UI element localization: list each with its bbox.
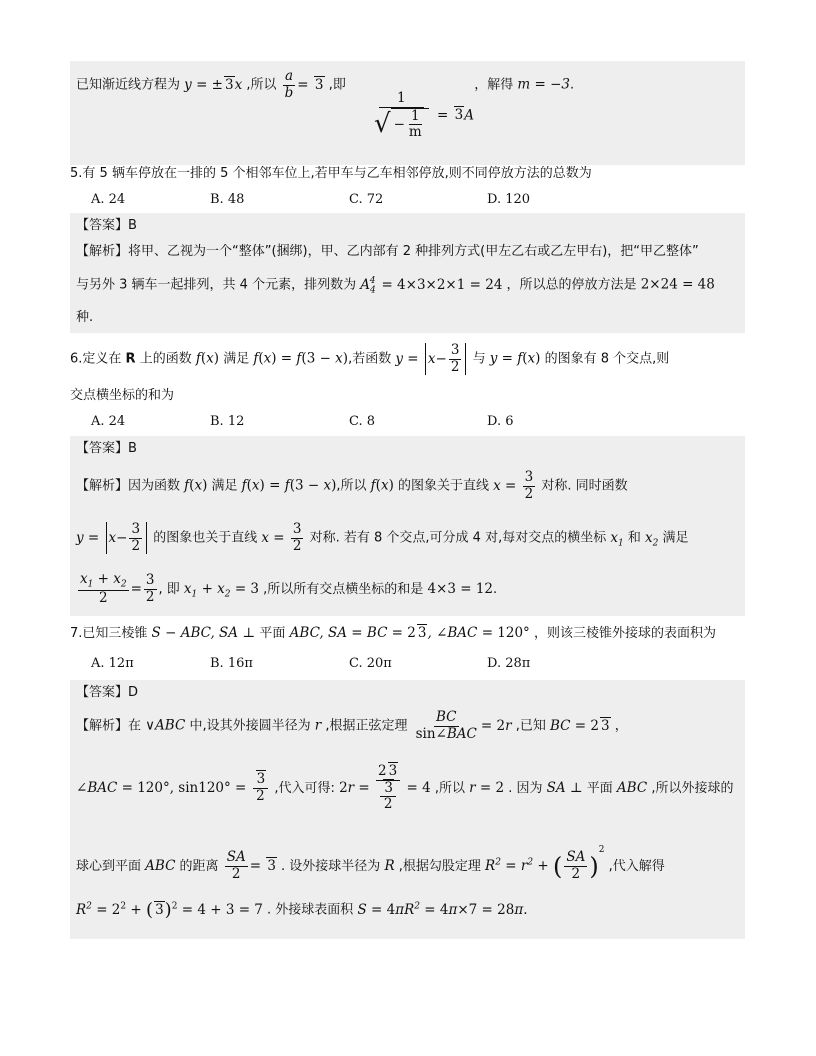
real-set-symbol: R — [125, 351, 136, 367]
q7-analysis-line4: $R^2 = 2^2$ + ( 3)$^2$ = 4 + 3 = 7 . 外接球表面积 $S = 4\pi R^2 = 4\pi\times 7 = 28\pi$. — [76, 899, 528, 920]
sphere-area: $S = 4\pi R^2 = 4\pi\times 7 = 28\pi$. — [357, 901, 528, 918]
q6-answer-block — [70, 436, 745, 616]
q6-option-d: D. 6 — [487, 414, 514, 429]
symmetry-condition: f(x) = f(3 − x) — [253, 350, 349, 367]
q4-analysis-line1: 已知渐近线方程为 y = ± 3x ,所以 $\frac{a}{b}$ = 3 ,即 ，解得 m = −3. — [76, 68, 575, 101]
q7-analysis-line3: 球心到平面 ABC 的距离 $\frac{SA}{2}$ = 3 . 设外接球半径为 R ,根据勾股定理 $R^2 = r^2$ + ( $\frac{SA}{2}$ )$^2$ ,代入解得 — [76, 845, 665, 882]
q6-option-c: C. 8 — [349, 414, 376, 429]
axis-x-three-halves: x = $\frac{3}{2}$ — [493, 469, 534, 502]
q7-analysis-line1: 【解析】在 ∨ABC 中,设其外接圆半径为 r ,根据正弦定理 $\frac{BC}{\text{sin∠BAC}}$ = 2r ,已知 BC = 2 3 ， — [76, 709, 628, 742]
q5-option-c: C. 72 — [349, 192, 384, 207]
q7-option-a: A. 12π — [91, 656, 134, 671]
q7-analysis-line2: ∠BAC = 120°, sin120° = $\frac{3}{2}$ ,代入可得: 2r = $\frac{2 3}{\frac{3}{2}}$ = 4 ,所以 r = 2 . 因为 SA ⊥ 平面 ABC ,所以外接球的 — [76, 763, 734, 813]
sine-law: $\frac{BC}{\text{sin∠BAC}}$ = 2r — [415, 709, 512, 742]
q7-stem: 7.已知三棱锥 S − ABC, SA ⊥ 平面 ABC, SA = BC = 2 3, ∠BAC = 120° ，则该三棱锥外接球的表面积为 — [70, 625, 716, 641]
ratio-ab: $\frac{a}{b}$ = 3 — [284, 68, 324, 101]
radius-calc: 2r = $\frac{2 3}{\frac{3}{2}}$ = 4 — [339, 763, 431, 813]
q7-option-c: C. 20π — [349, 656, 392, 671]
q6-option-b: B. 12 — [210, 414, 245, 429]
q7-option-b: B. 16π — [210, 656, 253, 671]
q7-conditions: S − ABC, SA ⊥ 平面 ABC, SA = BC = 2 3, ∠BAC = 120° — [151, 625, 530, 641]
q5-answer: 【答案】B — [76, 218, 137, 233]
q7-answer-block — [70, 680, 745, 939]
abs-function: y = x − $\frac{3}{2}$ — [395, 351, 468, 367]
q5-option-a: A. 24 — [91, 192, 126, 207]
q6-option-a: A. 24 — [91, 414, 126, 429]
q6-stem-line1: 6.定义在 R 上的函数 f(x) 满足 f(x) = f(3 − x),若函数 y = x − $\frac{3}{2}$ 与 y = f(x) 的图象有 8 个交点,则 — [70, 342, 670, 375]
q5-analysis-line1: 【解析】将甲、乙视为一个“整体”(捆绑)，甲、乙内部有 2 种排列方式(甲左乙右或乙左甲右)，把“甲乙整体” — [76, 244, 699, 259]
q6-analysis-line2: y = x − $\frac{3}{2}$ 的图象也关于直线 x = $\frac{3}{2}$ 对称. 若有 8 个交点,可分成 4 对,每对交点的横坐标 $x_1$ 和 $x_2$ 满足 — [76, 521, 689, 554]
q5-option-d: D. 120 — [487, 192, 531, 207]
asymptote-equation: y = ± 3x — [184, 76, 243, 93]
q6-stem-line2: 交点横坐标的和为 — [70, 388, 175, 403]
q4-analysis-block — [70, 61, 745, 165]
q7-option-d: D. 28π — [487, 656, 531, 671]
q5-analysis-line3: 种. — [76, 310, 94, 325]
permutation-expr: $A_4^4 = 4\times 3\times 2\times 1 = 24$ — [360, 276, 503, 296]
q5-stem: 5.有 5 辆车停放在一排的 5 个相邻车位上,若甲车与乙车相邻停放,则不同停放方法的总数为 — [70, 166, 592, 181]
total-expr: 2×24 = 48 — [640, 276, 715, 293]
q6-analysis-line3: $\frac{x_1 + x_2}{2}$ = $\frac{3}{2}$ , 即 $x_1 + x_2 = 3$ ,所以所有交点横坐标的和是 4×3 = 12. — [80, 571, 498, 607]
sum-result: 4×3 = 12 — [427, 580, 494, 597]
q7-answer: 【答案】D — [76, 685, 139, 700]
q5-answer-block — [70, 213, 745, 333]
q6-answer: 【答案】B — [76, 441, 137, 456]
m-value: m = −3 — [517, 76, 570, 93]
q6-analysis-line1: 【解析】因为函数 f(x) 满足 f(x) = f(3 − x),所以 f(x) 的图象关于直线 x = $\frac{3}{2}$ 对称. 同时函数 — [76, 469, 628, 502]
q5-analysis-line2: 与另外 3 辆车一起排列，共 4 个元素，排列数为 $A_4^4 = 4\times 3\times 2\times 1 = 24$ ，所以总的停放方法是 2×24 = 48 — [76, 276, 715, 296]
q5-option-b: B. 48 — [210, 192, 245, 207]
pythagorean: $R^2 = r^2$ + ( $\frac{SA}{2}$ )$^2$ — [485, 845, 605, 882]
q4-equation-fraction: 1 √ − $\frac{1}{m}$ = 3A — [374, 90, 474, 141]
